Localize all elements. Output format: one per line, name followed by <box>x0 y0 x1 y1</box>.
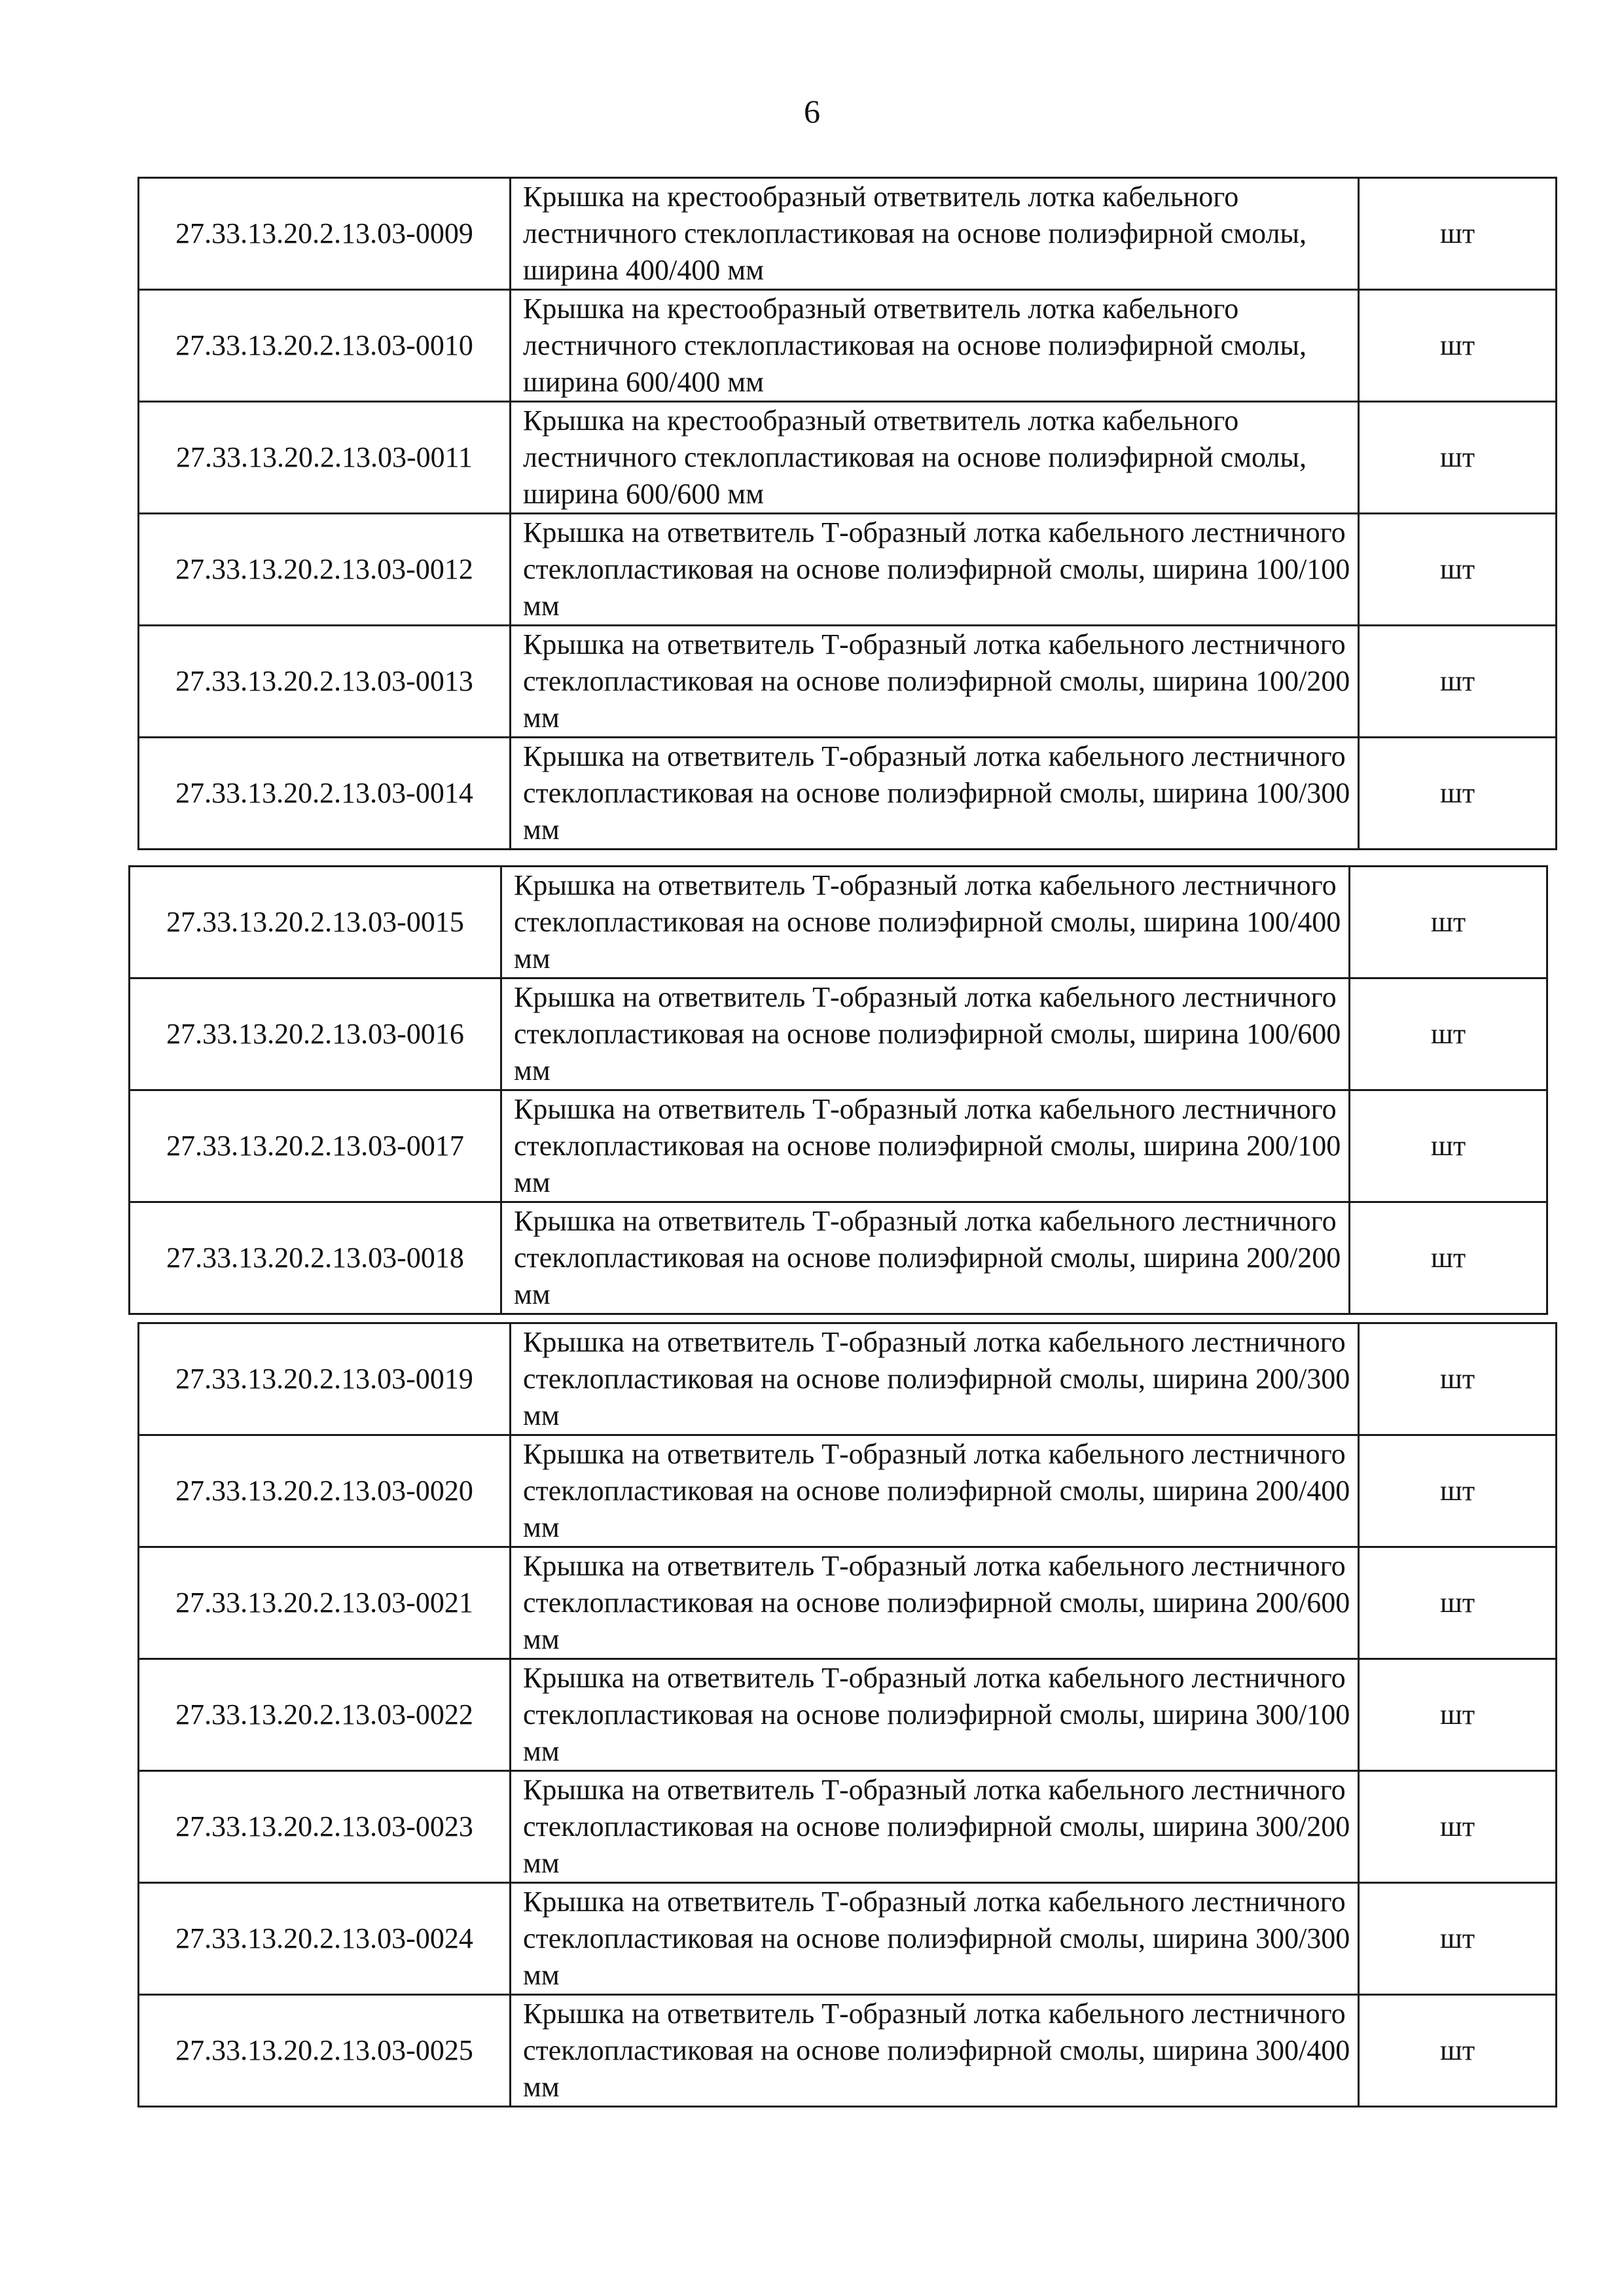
unit-of-measure: шт <box>1359 1547 1557 1659</box>
resource-code: 27.33.13.20.2.13.03-0018 <box>130 1202 501 1314</box>
resource-name: Крышка на ответвитель Т-образный лотка кабельного лестничного стеклопластиковая на основе полиэфирной смолы, ширина 200/300 мм <box>511 1323 1359 1435</box>
unit-of-measure: шт <box>1359 514 1557 626</box>
resource-name: Крышка на крестообразный ответвитель лотка кабельного лестничного стеклопластиковая на основе полиэфирной смолы, ширина 600/600 мм <box>511 402 1359 514</box>
table-row <box>139 290 1557 402</box>
table-row <box>139 1435 1557 1547</box>
resource-name: Крышка на ответвитель Т-образный лотка кабельного лестничного стеклопластиковая на основе полиэфирной смолы, ширина 200/600 мм <box>511 1547 1359 1659</box>
table-row <box>139 178 1557 290</box>
table-row <box>139 1995 1557 2107</box>
resource-name: Крышка на крестообразный ответвитель лотка кабельного лестничного стеклопластиковая на основе полиэфирной смолы, ширина 400/400 мм <box>511 178 1359 290</box>
unit-of-measure: шт <box>1359 402 1557 514</box>
resource-code: 27.33.13.20.2.13.03-0019 <box>139 1323 511 1435</box>
classifier-table-section-2 <box>128 865 1548 1315</box>
resource-name: Крышка на ответвитель Т-образный лотка кабельного лестничного стеклопластиковая на основе полиэфирной смолы, ширина 100/200 мм <box>511 626 1359 738</box>
unit-of-measure: шт <box>1350 1202 1547 1314</box>
resource-name: Крышка на ответвитель Т-образный лотка кабельного лестничного стеклопластиковая на основе полиэфирной смолы, ширина 200/100 мм <box>501 1090 1350 1202</box>
unit-of-measure: шт <box>1359 1771 1557 1883</box>
resource-code: 27.33.13.20.2.13.03-0021 <box>139 1547 511 1659</box>
table-row <box>130 867 1547 978</box>
resource-code: 27.33.13.20.2.13.03-0013 <box>139 626 511 738</box>
resource-code: 27.33.13.20.2.13.03-0012 <box>139 514 511 626</box>
unit-of-measure: шт <box>1350 1090 1547 1202</box>
table-row <box>139 626 1557 738</box>
unit-of-measure: шт <box>1359 1435 1557 1547</box>
table-row <box>130 978 1547 1090</box>
classifier-table-section-1 <box>137 177 1557 850</box>
resource-code: 27.33.13.20.2.13.03-0017 <box>130 1090 501 1202</box>
resource-name: Крышка на ответвитель Т-образный лотка кабельного лестничного стеклопластиковая на основе полиэфирной смолы, ширина 100/600 мм <box>501 978 1350 1090</box>
resource-code: 27.33.13.20.2.13.03-0010 <box>139 290 511 402</box>
resource-name: Крышка на ответвитель Т-образный лотка кабельного лестничного стеклопластиковая на основе полиэфирной смолы, ширина 300/300 мм <box>511 1883 1359 1995</box>
unit-of-measure: шт <box>1359 1323 1557 1435</box>
table-row <box>130 1090 1547 1202</box>
table-row <box>139 1659 1557 1771</box>
resource-code: 27.33.13.20.2.13.03-0023 <box>139 1771 511 1883</box>
resource-name: Крышка на ответвитель Т-образный лотка кабельного лестничного стеклопластиковая на основе полиэфирной смолы, ширина 300/100 мм <box>511 1659 1359 1771</box>
resource-name: Крышка на ответвитель Т-образный лотка кабельного лестничного стеклопластиковая на основе полиэфирной смолы, ширина 200/200 мм <box>501 1202 1350 1314</box>
resource-code: 27.33.13.20.2.13.03-0024 <box>139 1883 511 1995</box>
unit-of-measure: шт <box>1359 178 1557 290</box>
resource-name: Крышка на ответвитель Т-образный лотка кабельного лестничного стеклопластиковая на основе полиэфирной смолы, ширина 100/300 мм <box>511 738 1359 850</box>
unit-of-measure: шт <box>1359 1883 1557 1995</box>
resource-code: 27.33.13.20.2.13.03-0016 <box>130 978 501 1090</box>
resource-code: 27.33.13.20.2.13.03-0014 <box>139 738 511 850</box>
resource-name: Крышка на ответвитель Т-образный лотка кабельного лестничного стеклопластиковая на основе полиэфирной смолы, ширина 300/400 мм <box>511 1995 1359 2107</box>
resource-name: Крышка на ответвитель Т-образный лотка кабельного лестничного стеклопластиковая на основе полиэфирной смолы, ширина 100/100 мм <box>511 514 1359 626</box>
resource-name: Крышка на ответвитель Т-образный лотка кабельного лестничного стеклопластиковая на основе полиэфирной смолы, ширина 100/400 мм <box>501 867 1350 978</box>
unit-of-measure: шт <box>1359 626 1557 738</box>
resource-code: 27.33.13.20.2.13.03-0025 <box>139 1995 511 2107</box>
unit-of-measure: шт <box>1350 978 1547 1090</box>
resource-name: Крышка на крестообразный ответвитель лотка кабельного лестничного стеклопластиковая на основе полиэфирной смолы, ширина 600/400 мм <box>511 290 1359 402</box>
table-row <box>139 1883 1557 1995</box>
resource-code: 27.33.13.20.2.13.03-0022 <box>139 1659 511 1771</box>
unit-of-measure: шт <box>1359 1995 1557 2107</box>
classifier-table-section-3 <box>137 1322 1557 2108</box>
table-row <box>139 1771 1557 1883</box>
resource-code: 27.33.13.20.2.13.03-0020 <box>139 1435 511 1547</box>
table-row <box>139 402 1557 514</box>
resource-code: 27.33.13.20.2.13.03-0015 <box>130 867 501 978</box>
table-row <box>130 1202 1547 1314</box>
table-row <box>139 514 1557 626</box>
resource-name: Крышка на ответвитель Т-образный лотка кабельного лестничного стеклопластиковая на основе полиэфирной смолы, ширина 200/400 мм <box>511 1435 1359 1547</box>
resource-name: Крышка на ответвитель Т-образный лотка кабельного лестничного стеклопластиковая на основе полиэфирной смолы, ширина 300/200 мм <box>511 1771 1359 1883</box>
resource-code: 27.33.13.20.2.13.03-0011 <box>139 402 511 514</box>
unit-of-measure: шт <box>1359 1659 1557 1771</box>
unit-of-measure: шт <box>1359 290 1557 402</box>
table-row <box>139 1323 1557 1435</box>
unit-of-measure: шт <box>1359 738 1557 850</box>
unit-of-measure: шт <box>1350 867 1547 978</box>
table-row <box>139 1547 1557 1659</box>
page-number: 6 <box>804 93 820 130</box>
resource-code: 27.33.13.20.2.13.03-0009 <box>139 178 511 290</box>
table-row <box>139 738 1557 850</box>
